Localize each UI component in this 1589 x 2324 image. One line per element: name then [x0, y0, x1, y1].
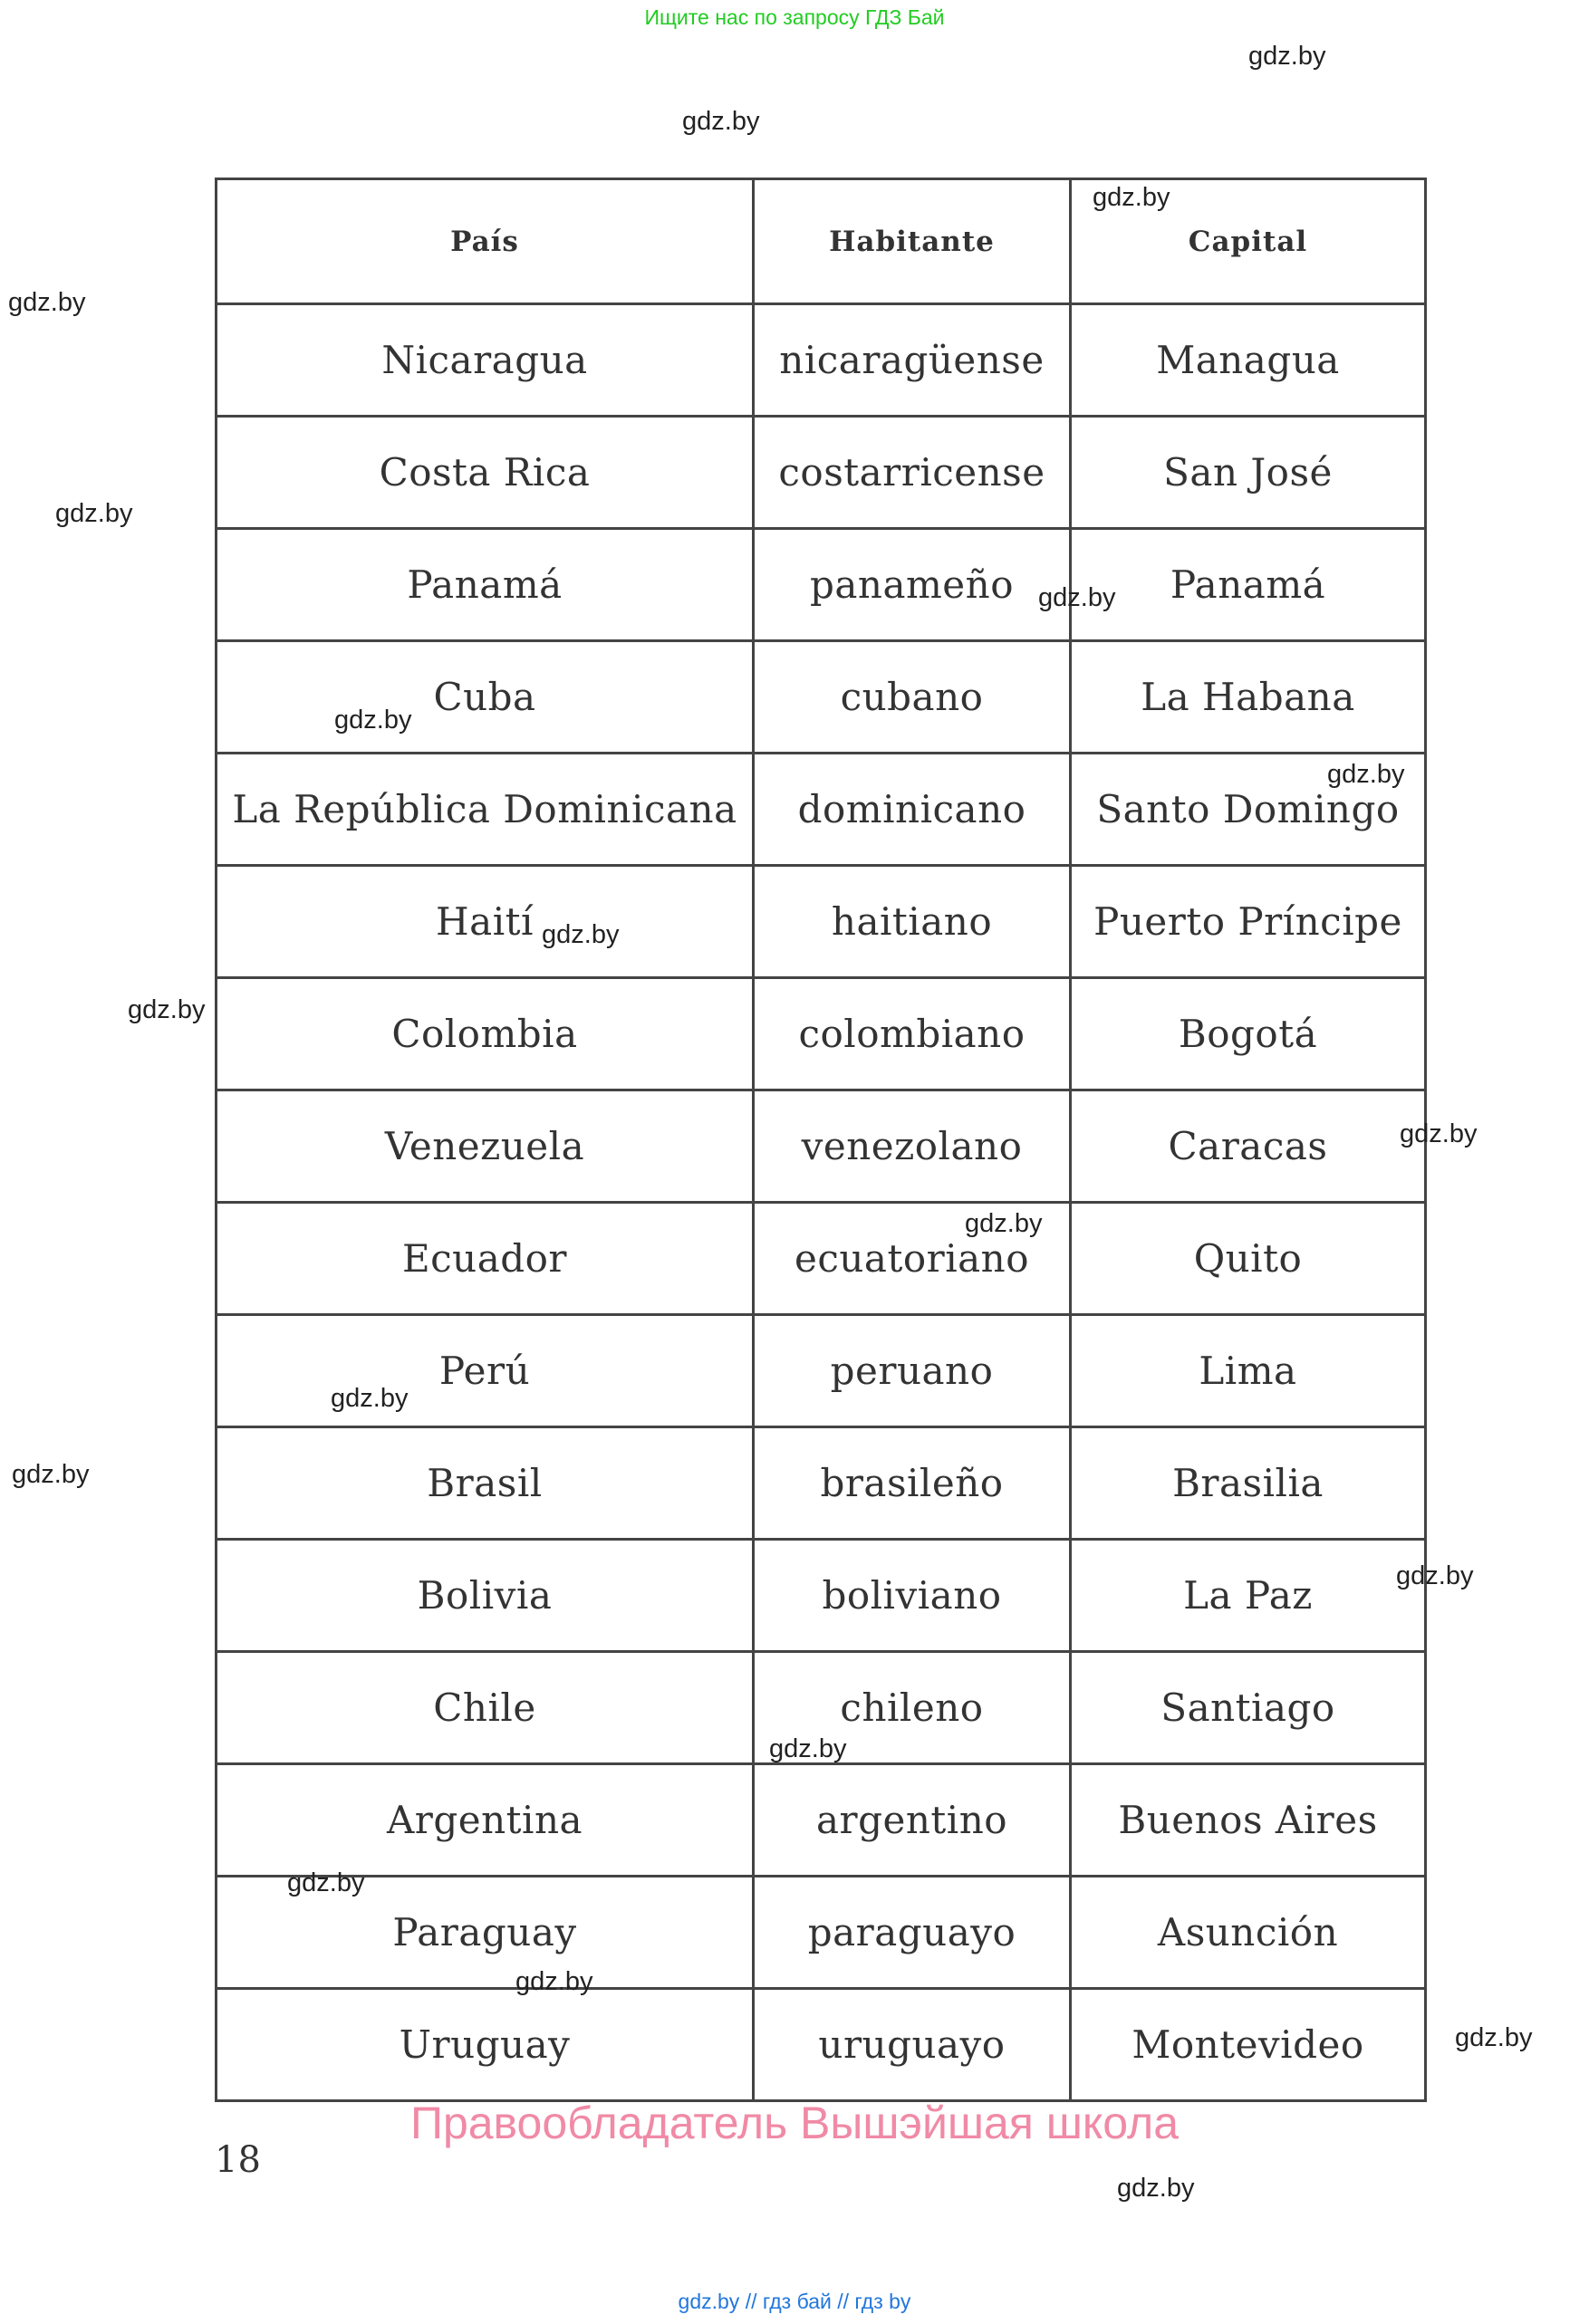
table-header-row — [217, 179, 1426, 304]
watermark: gdz.by — [1455, 2023, 1533, 2052]
table-row — [217, 1540, 1426, 1652]
footer-links[interactable]: gdz.by // гдз бай // гдз by — [678, 2290, 911, 2313]
inhabitant-cell: colombiano — [754, 978, 1071, 1090]
table-row — [217, 1203, 1426, 1315]
watermark: gdz.by — [1327, 760, 1405, 789]
capital-cell: Caracas — [1071, 1090, 1426, 1203]
capital-cell: Brasilia — [1071, 1427, 1426, 1540]
watermark: gdz.by — [1400, 1119, 1478, 1148]
header-inhabitant: Habitante — [754, 179, 1071, 304]
capital-cell: Puerto Príncipe — [1071, 866, 1426, 978]
table-row — [217, 529, 1426, 641]
table-row — [217, 1989, 1426, 2101]
watermark: gdz.by — [1093, 183, 1170, 212]
header-capital: Capital — [1071, 179, 1426, 304]
country-cell: Argentina — [217, 1764, 754, 1877]
inhabitant-cell: nicaragüense — [754, 304, 1071, 417]
capital-cell: Bogotá — [1071, 978, 1426, 1090]
table-row — [217, 754, 1426, 866]
country-cell: Costa Rica — [217, 417, 754, 529]
country-cell: Paraguay — [217, 1877, 754, 1989]
table-row — [217, 1764, 1426, 1877]
inhabitant-cell: paraguayo — [754, 1877, 1071, 1989]
watermark: gdz.by — [8, 288, 86, 317]
countries-table — [215, 178, 1427, 2102]
country-cell: Panamá — [217, 529, 754, 641]
capital-cell: La Habana — [1071, 641, 1426, 754]
table-row — [217, 304, 1426, 417]
page-number: 18 — [215, 2139, 261, 2181]
watermark: gdz.by — [1038, 583, 1116, 612]
watermark: gdz.by — [55, 499, 133, 528]
table-row — [217, 1090, 1426, 1203]
watermark: gdz.by — [542, 920, 620, 949]
country-cell: Chile — [217, 1652, 754, 1764]
table-row — [217, 417, 1426, 529]
watermark: gdz.by — [331, 1384, 409, 1413]
capital-cell: Managua — [1071, 304, 1426, 417]
country-cell: Uruguay — [217, 1989, 754, 2101]
watermark: gdz.by — [1248, 42, 1326, 71]
copyright-notice: Правообладатель Вышэйшая школа — [410, 2098, 1179, 2148]
capital-cell: Panamá — [1071, 529, 1426, 641]
inhabitant-cell: uruguayo — [754, 1989, 1071, 2101]
table-row — [217, 866, 1426, 978]
inhabitant-cell: haitiano — [754, 866, 1071, 978]
capital-cell: Montevideo — [1071, 1989, 1426, 2101]
watermark: gdz.by — [515, 1967, 593, 1996]
watermark: gdz.by — [1117, 2174, 1195, 2203]
watermark: gdz.by — [1396, 1561, 1474, 1590]
table-row — [217, 978, 1426, 1090]
inhabitant-cell: dominicano — [754, 754, 1071, 866]
country-cell: Ecuador — [217, 1203, 754, 1315]
inhabitant-cell: costarricense — [754, 417, 1071, 529]
watermark: gdz.by — [287, 1868, 365, 1897]
capital-cell: Asunción — [1071, 1877, 1426, 1989]
country-cell: La República Dominicana — [217, 754, 754, 866]
capital-cell: Lima — [1071, 1315, 1426, 1427]
table-row — [217, 1877, 1426, 1989]
inhabitant-cell: argentino — [754, 1764, 1071, 1877]
country-cell: Bolivia — [217, 1540, 754, 1652]
country-cell: Perú — [217, 1315, 754, 1427]
table-row — [217, 1427, 1426, 1540]
inhabitant-cell: chileno — [754, 1652, 1071, 1764]
watermark: gdz.by — [682, 107, 760, 136]
country-cell: Brasil — [217, 1427, 754, 1540]
watermark: gdz.by — [965, 1209, 1043, 1238]
watermark: gdz.by — [334, 706, 412, 735]
capital-cell: Buenos Aires — [1071, 1764, 1426, 1877]
inhabitant-cell: boliviano — [754, 1540, 1071, 1652]
inhabitant-cell: venezolano — [754, 1090, 1071, 1203]
country-cell: Venezuela — [217, 1090, 754, 1203]
top-banner: Ищите нас по запросу ГДЗ Бай — [644, 5, 945, 29]
inhabitant-cell: ecuatoriano — [754, 1203, 1071, 1315]
capital-cell: La Paz — [1071, 1540, 1426, 1652]
capital-cell: Quito — [1071, 1203, 1426, 1315]
inhabitant-cell: brasileño — [754, 1427, 1071, 1540]
inhabitant-cell: peruano — [754, 1315, 1071, 1427]
inhabitant-cell: panameño — [754, 529, 1071, 641]
watermark: gdz.by — [769, 1734, 847, 1763]
watermark: gdz.by — [128, 995, 206, 1024]
capital-cell: Santiago — [1071, 1652, 1426, 1764]
capital-cell: San José — [1071, 417, 1426, 529]
watermark: gdz.by — [12, 1460, 90, 1489]
country-cell: Colombia — [217, 978, 754, 1090]
country-cell: Cuba — [217, 641, 754, 754]
table-row — [217, 641, 1426, 754]
country-cell: Nicaragua — [217, 304, 754, 417]
capital-cell: Santo Domingo — [1071, 754, 1426, 866]
header-country: País — [217, 179, 754, 304]
inhabitant-cell: cubano — [754, 641, 1071, 754]
country-cell: Haití — [217, 866, 754, 978]
